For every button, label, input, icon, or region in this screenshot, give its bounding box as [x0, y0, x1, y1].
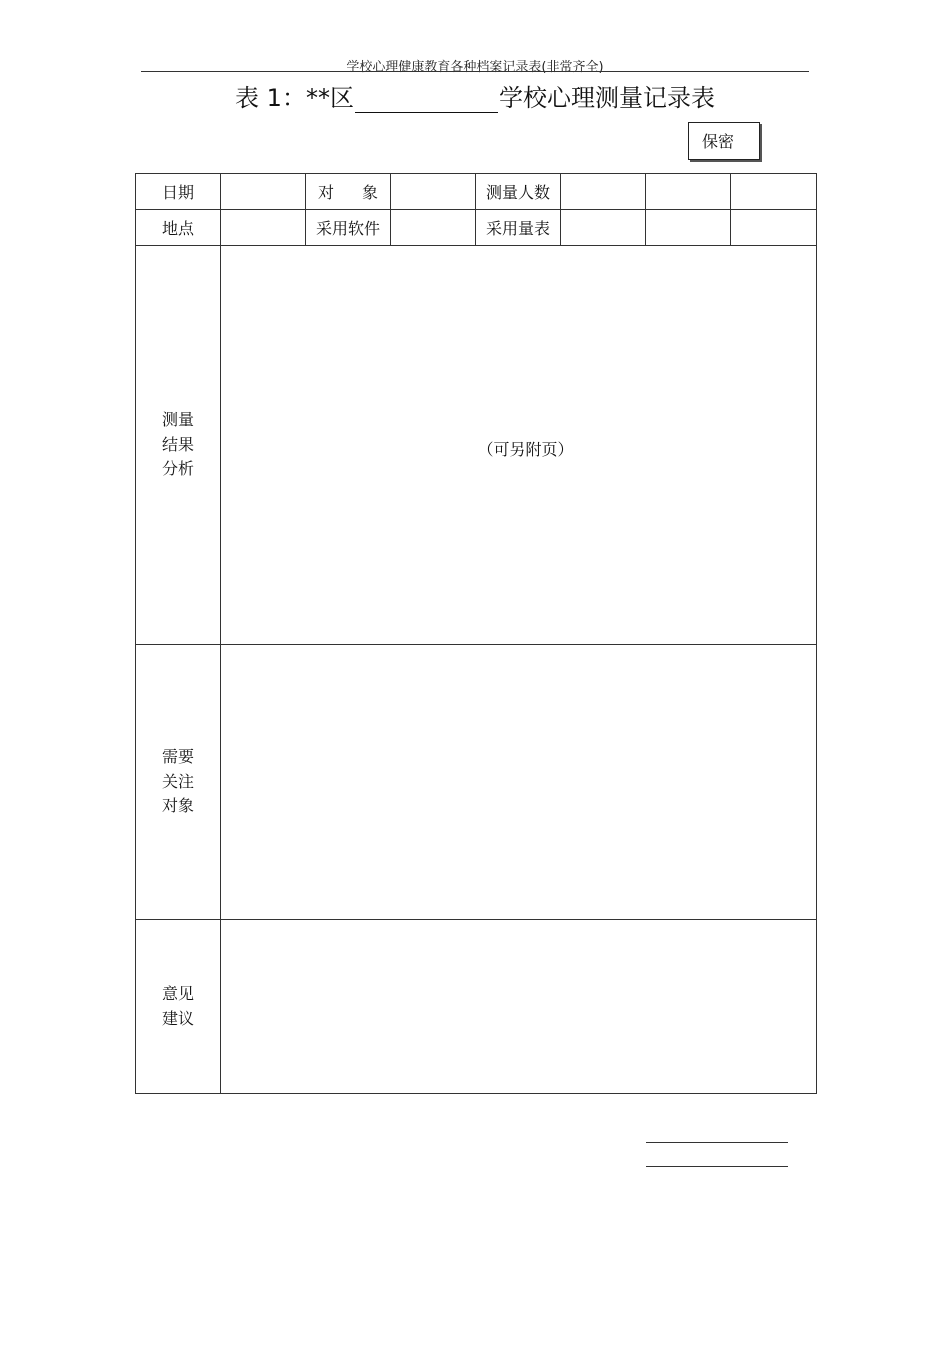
signature-line-1[interactable] [646, 1142, 788, 1143]
attention-label-line: 需要 [161, 747, 194, 767]
analysis-label-line: 结果 [161, 434, 194, 454]
attach-page-note: （可另附页） [477, 439, 574, 459]
table-row-advice [136, 920, 817, 1094]
date-label: 日期 [136, 174, 221, 210]
subject-field[interactable] [391, 174, 476, 210]
attention-label-line: 关注 [161, 771, 194, 791]
count-label: 测量人数 [476, 174, 561, 210]
advice-label-line: 意见 [161, 984, 194, 1003]
advice-label [136, 920, 221, 1094]
confidential-badge: 保密 [688, 122, 760, 160]
analysis-label [136, 246, 221, 645]
place-field[interactable] [221, 210, 306, 246]
district-school-blank[interactable] [355, 84, 498, 113]
table-row-attention [136, 645, 817, 920]
subject-label-second: 象 [362, 183, 379, 202]
date-field[interactable] [221, 174, 306, 210]
place-label: 地点 [136, 210, 221, 246]
analysis-label-line: 测量 [161, 410, 194, 430]
scale-label: 采用量表 [476, 210, 561, 246]
extra-field-4[interactable] [731, 210, 817, 246]
form-title [0, 78, 950, 113]
extra-field-2[interactable] [731, 174, 817, 210]
extra-field-1[interactable] [646, 174, 731, 210]
table-row-date [136, 174, 817, 210]
signature-line-2[interactable] [646, 1166, 788, 1167]
software-field[interactable] [391, 210, 476, 246]
scale-field[interactable] [561, 210, 646, 246]
running-header: 学校心理健康教育各种档案记录表(非常齐全) [346, 60, 604, 75]
attention-field[interactable] [221, 645, 817, 920]
subject-label-first: 对 [317, 183, 334, 202]
table-row-analysis [136, 246, 817, 645]
subject-label [306, 174, 391, 210]
table-row-place [136, 210, 817, 246]
form-title-suffix: 学校心理测量记录表 [498, 84, 715, 112]
analysis-field[interactable] [221, 246, 817, 645]
advice-field[interactable] [221, 920, 817, 1094]
header-rule [141, 71, 809, 72]
software-label: 采用软件 [306, 210, 391, 246]
form-title-prefix: 表 1：**区 [235, 84, 354, 112]
advice-label-line: 建议 [161, 1008, 194, 1028]
count-field[interactable] [561, 174, 646, 210]
extra-field-3[interactable] [646, 210, 731, 246]
analysis-label-line: 分析 [161, 459, 194, 479]
attention-label [136, 645, 221, 920]
measurement-record-table [135, 173, 817, 1094]
attention-label-line: 对象 [161, 796, 194, 816]
